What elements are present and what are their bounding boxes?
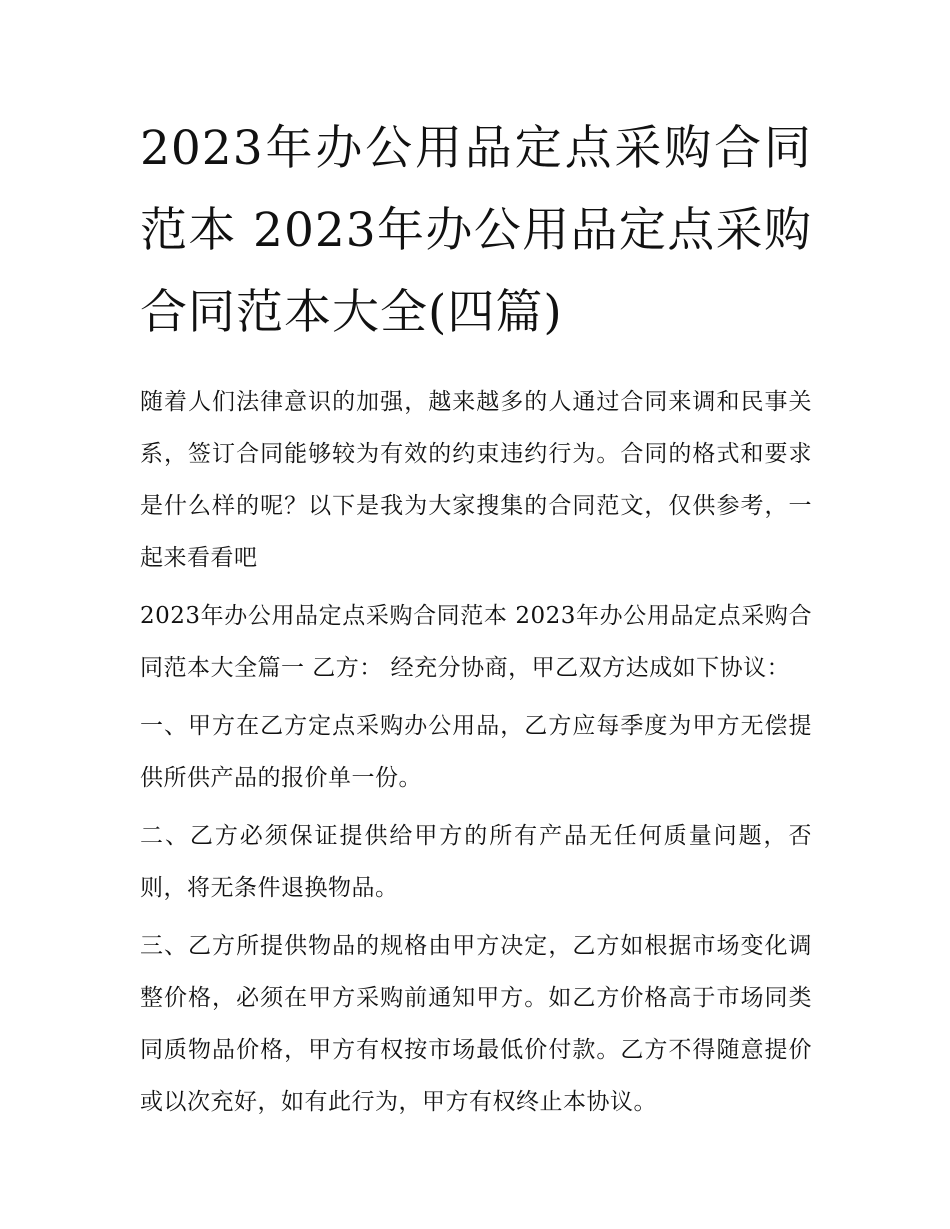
clause-3-paragraph: 三、乙方所提供物品的规格由甲方决定，乙方如根据市场变化调整价格，必须在甲方采购前通知甲方。如乙方价格高于市场同类同质物品价格，甲方有权按市场最低价付款。乙方不得随意提价或以次充好，如有此行为，甲方有权终止本协议。 [140,933,812,1115]
document-page [140,108,812,1134]
clause-2-paragraph: 二、乙方必须保证提供给甲方的所有产品无任何质量问题，否则，将无条件退换物品。 [140,823,812,901]
clause-1-paragraph: 一、甲方在乙方定点采购办公用品，乙方应每季度为甲方无偿提供所供产品的报价单一份。 [140,713,812,791]
intro-paragraph: 随着人们法律意识的加强，越来越多的人通过合同来调和民事关系，签订合同能够较为有效的约束违约行为。合同的格式和要求是什么样的呢？以下是我为大家搜集的合同范文，仅供参考，一起来看看吧 [140,389,812,571]
document-title: 2023年办公用品定点采购合同范本 2023年办公用品定点采购合同范本大全(四篇) [140,121,812,340]
contract-heading-paragraph: 2023年办公用品定点采购合同范本 2023年办公用品定点采购合同范本大全篇一 乙方： 经充分协商，甲乙双方达成如下协议： [140,603,812,681]
